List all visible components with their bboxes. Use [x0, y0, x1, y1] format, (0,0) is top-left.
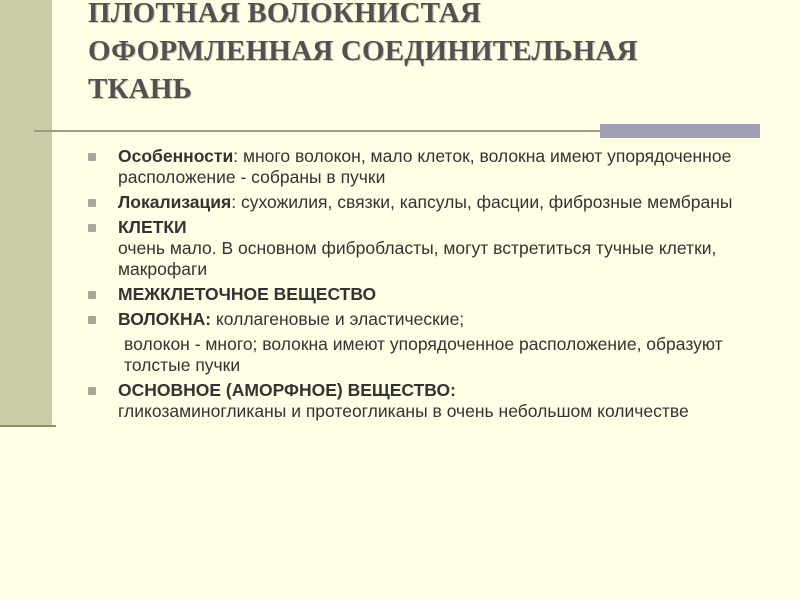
content-list [86, 146, 766, 426]
item-text: : много волокон, мало клеток, волокна имеют упорядоченное расположение - собраны в пучки [118, 146, 732, 187]
square-bullet-icon [88, 316, 96, 324]
list-item-ground-substance [86, 380, 766, 422]
square-bullet-icon [88, 153, 96, 161]
list-item-fibers [86, 309, 766, 330]
item-label: ОСНОВНОЕ (АМОРФНОЕ) ВЕЩЕСТВО: [118, 380, 456, 400]
list-item-fibers-continuation [86, 334, 766, 376]
left-decor-bar [0, 0, 52, 425]
square-bullet-icon [88, 387, 96, 395]
title-divider-line [34, 130, 600, 132]
title-line-1: ПЛОТНАЯ ВОЛОКНИСТАЯ [88, 0, 482, 29]
list-item-cells [86, 217, 766, 280]
item-text: очень мало. В основном фибробласты, могут встретиться тучные клетки, макрофаги [118, 238, 717, 279]
title-divider-accent [600, 124, 760, 138]
title-line-3: ТКАНЬ [88, 73, 193, 105]
square-bullet-icon [88, 291, 96, 299]
title-line-2: ОФОРМЛЕННАЯ СОЕДИНИТЕЛЬНАЯ [88, 35, 638, 67]
item-text: гликозаминогликаны и протеогликаны в очень небольшом количестве [118, 401, 689, 421]
item-label: КЛЕТКИ [118, 217, 187, 237]
square-bullet-icon [88, 199, 96, 207]
item-label: МЕЖКЛЕТОЧНОЕ ВЕЩЕСТВО [118, 284, 377, 304]
item-label: Локализация [118, 192, 232, 212]
list-item-features [86, 146, 766, 188]
left-decor-tick [0, 425, 56, 427]
slide-title [88, 0, 778, 108]
square-bullet-icon [88, 224, 96, 232]
item-text: : сухожилия, связки, капсулы, фасции, фиброзные мембраны [231, 192, 733, 212]
item-label: ВОЛОКНА: [118, 309, 212, 329]
item-text: волокон - много; волокна имеют упорядоченное расположение, образуют толстые пучки [124, 334, 723, 375]
list-item-localization [86, 192, 766, 213]
list-item-intercellular [86, 284, 766, 305]
item-label: Особенности [118, 146, 234, 166]
item-text: коллагеновые и эластические; [211, 309, 465, 329]
